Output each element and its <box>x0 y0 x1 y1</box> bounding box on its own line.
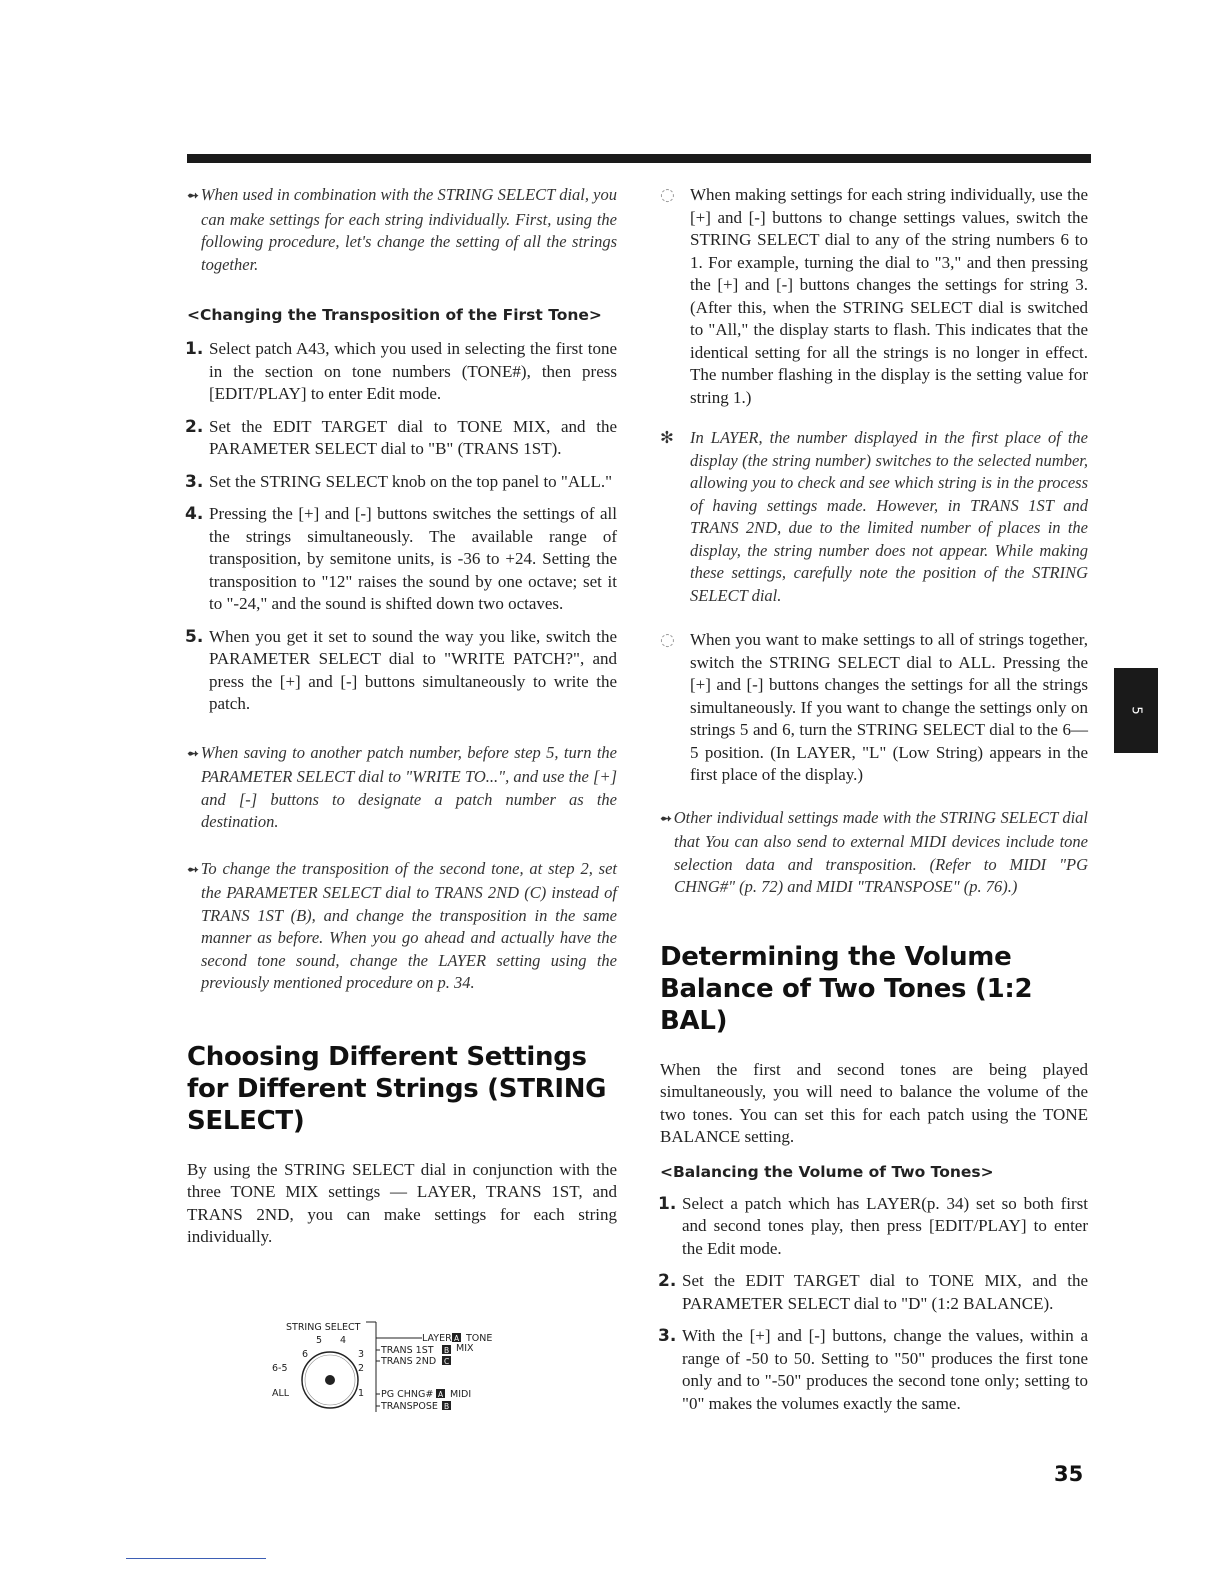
svg-text:TRANS 1ST: TRANS 1ST <box>381 1345 434 1356</box>
svg-text:TRANS 2ND: TRANS 2ND <box>381 1356 437 1367</box>
subheading-transposition: <Changing the Transposition of the First Tone> <box>187 306 602 324</box>
list-item: 4. Pressing the [+] and [-] buttons switches the settings of all the strings simultaneously. The available range of transposition, by semitone units, is -36 to +24. Setting the transposition to "12" raises the sound by one octave; set it to "-24," and the sound is shifted down two octaves. <box>185 504 617 613</box>
circle-bullet-icon: ◌ <box>660 185 675 205</box>
right-column <box>660 184 1088 1415</box>
left-column <box>187 184 617 1249</box>
svg-text:C: C <box>444 1357 450 1366</box>
note-midi: ➻ Other individual settings made with the STRING SELECT dial that You can also send to external MIDI devices include tone selection data and transposition. (Refer to MIDI "PG CHNG#" (p. 72) and MIDI "TRANSPOSE" (p. 76).) <box>660 807 1088 896</box>
circle-bullet-icon: ◌ <box>660 630 675 650</box>
heading-volume-balance: Determining the Volume Balance of Two Tones (1:2 BAL) <box>660 941 1033 1036</box>
svg-text:2: 2 <box>358 1363 365 1374</box>
svg-text:A: A <box>438 1390 444 1399</box>
footer-line <box>126 1558 266 1559</box>
header-rule <box>187 154 1091 163</box>
asterisk-note: ✻ In LAYER, the number displayed in the first place of the display (the string number) switches to the selected number, allowing you to check and see which string is in the process of having settings made. However, in TRANS 1ST and TRANS 2ND, due to the limited number of places in the display, the string number does not appear. While making these settings, carefully note the position of the STRING SELECT dial. <box>660 427 1088 607</box>
string-select-diagram <box>272 1316 512 1426</box>
svg-text:LAYER: LAYER <box>422 1333 452 1344</box>
svg-text:B: B <box>444 1402 450 1411</box>
svg-text:A: A <box>454 1334 460 1343</box>
list-item: 3. With the [+] and [-] buttons, change the values, within a range of -50 to 50. Setting to "50" produces the first tone only and to "-50" produces the second tone only; setting to "0" makes the volumes exactly the same. <box>658 1326 1088 1413</box>
svg-text:MIDI: MIDI <box>450 1389 472 1400</box>
svg-text:TRANSPOSE: TRANSPOSE <box>381 1401 438 1412</box>
svg-text:TONE: TONE <box>466 1333 493 1344</box>
arrow-icon: ➻ <box>660 811 672 827</box>
svg-text:3: 3 <box>358 1349 365 1360</box>
intro-note: ➻ When used in combination with the STRING SELECT dial, you can make settings for each string individually. First, using the following procedure, let's change the setting of all the strings together. <box>187 185 617 274</box>
svg-text:6-5: 6-5 <box>272 1363 288 1374</box>
subheading-balancing: <Balancing the Volume of Two Tones> <box>660 1162 994 1181</box>
list-item: 2. Set the EDIT TARGET dial to TONE MIX, and the PARAMETER SELECT dial to "B" (TRANS 1ST). <box>185 416 617 458</box>
steps-list <box>187 338 617 716</box>
svg-text:B: B <box>444 1346 450 1355</box>
list-item: 2. Set the EDIT TARGET dial to TONE MIX, and the PARAMETER SELECT dial to "D" (1:2 BALANCE). <box>658 1271 1088 1313</box>
note-saving: ➻ When saving to another patch number, before step 5, turn the PARAMETER SELECT dial to "WRITE TO...", and use the [+] and [-] buttons to designate a patch number as the destination. <box>187 742 617 831</box>
asterisk-icon: ✻ <box>660 428 674 447</box>
note-second-tone: ➻ To change the transposition of the second tone, at step 2, set the PARAMETER SELECT dial to TRANS 2ND (C) instead of TRANS 1ST (B), and change the transposition in the same manner as before. When you go ahead and actually have the second tone sound, change the LAYER setting using the previously mentioned procedure on p. 34. <box>187 858 617 992</box>
body-string-select: By using the STRING SELECT dial in conjunction with the three TONE MIX settings — LAYER, TRANS 1ST, and TRANS 2ND, you can make settings for each string individually. <box>187 1159 617 1246</box>
arrow-icon: ➻ <box>187 862 199 878</box>
arrow-icon: ➻ <box>187 189 199 204</box>
svg-text:6: 6 <box>302 1349 309 1360</box>
list-item: 1. Select a patch which has LAYER(p. 34) set so both first and second tones play, then press [EDIT/PLAY] to enter the Edit mode. <box>658 1193 1088 1258</box>
svg-text:PG CHNG#: PG CHNG# <box>381 1389 434 1400</box>
svg-text:ALL: ALL <box>272 1388 290 1399</box>
heading-string-select: Choosing Different Settings for Different Strings (STRING SELECT) <box>187 1041 607 1136</box>
steps-list <box>660 1193 1088 1416</box>
chapter-tab: 5 <box>1114 668 1158 753</box>
svg-text:MIX: MIX <box>456 1343 474 1354</box>
page-number: 35 <box>1054 1462 1084 1486</box>
list-item: 5. When you get it set to sound the way you like, switch the PARAMETER SELECT dial to "WRITE PATCH?", and press the [+] and [-] buttons simultaneously to write the patch. <box>185 626 617 713</box>
body-volume-balance: When the first and second tones are being played simultaneously, you will need to balance the volume of the two tones. You can set this for each patch using the TONE BALANCE setting. <box>660 1059 1088 1146</box>
bullet-all-strings: ◌ When you want to make settings to all of strings together, switch the STRING SELECT dial to ALL. Pressing the [+] and [-] buttons changes the settings for all the strings simultaneously. If you want to change the settings only on strings 5 and 6, turn the STRING SELECT dial to the 6—5 position. (In LAYER, "L" (Low String) appears in the first place of the display.) <box>660 629 1088 787</box>
svg-text:5: 5 <box>316 1335 323 1346</box>
list-item: 3. Set the STRING SELECT knob on the top panel to "ALL." <box>185 471 613 492</box>
diagram-title: STRING SELECT <box>286 1322 361 1333</box>
bullet-individual-strings: ◌ When making settings for each string individually, use the [+] and [-] buttons to change settings values, switch the STRING SELECT dial to any of the string numbers 6 to 1. For example, turning the dial to "3," and then pressing the [+] and [-] buttons changes the settings for string 3. (After this, when the STRING SELECT dial is switched to "All," the display starts to flash. This indicates that the identical setting for all the strings is no longer in effect. The number flashing in the display is the setting value for string 1.) <box>660 184 1088 409</box>
svg-text:1: 1 <box>358 1388 365 1399</box>
list-item: 1. Select patch A43, which you used in selecting the first tone in the section on tone numbers (TONE#), then press [EDIT/PLAY] to enter Edit mode. <box>185 339 617 403</box>
svg-text:4: 4 <box>340 1335 347 1346</box>
arrow-icon: ➻ <box>187 746 199 762</box>
